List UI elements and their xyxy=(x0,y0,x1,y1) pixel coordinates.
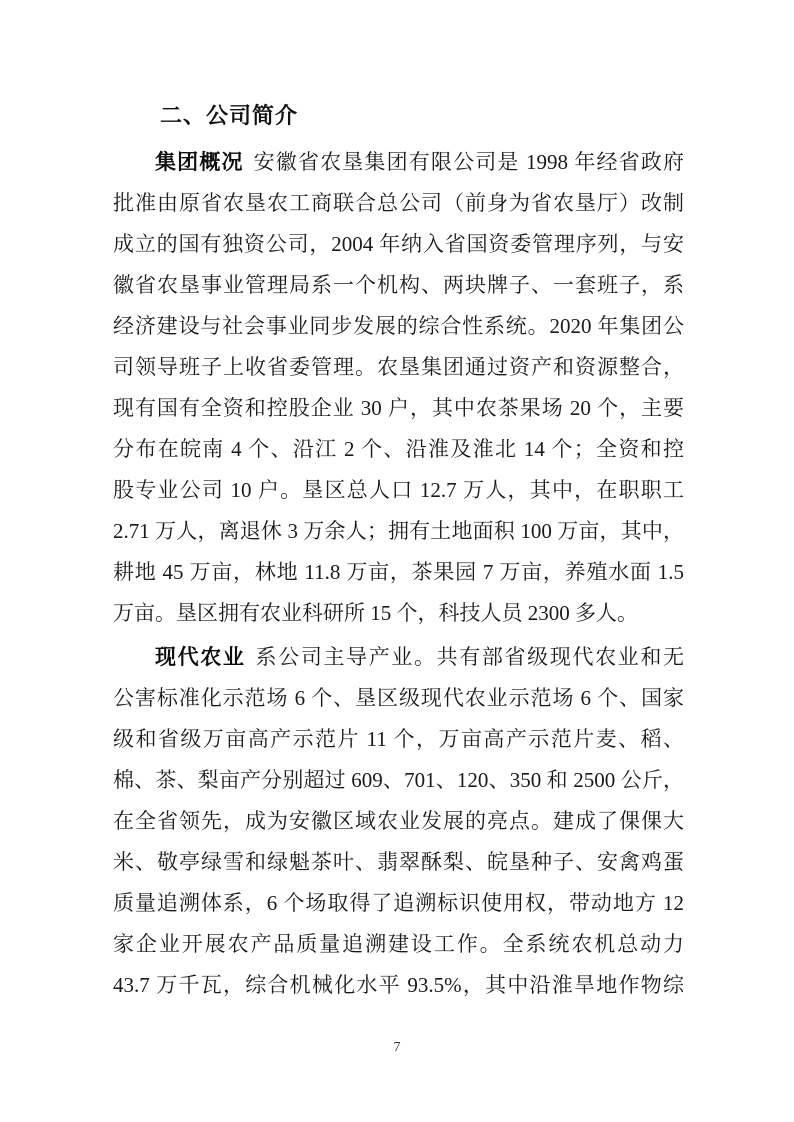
paragraph-line: 棉、茶、梨亩产分别超过 609、701、120、350 和 2500 公斤， xyxy=(113,768,684,792)
paragraph-line: 万亩。垦区拥有农业科研所 15 个，科技人员 2300 多人。 xyxy=(113,601,638,625)
paragraph-line: 级和省级万亩高产示范片 11 个，万亩高产示范片麦、稻、 xyxy=(113,727,684,751)
paragraph-line: 股专业公司 10 户。垦区总人口 12.7 万人，其中，在职职工 xyxy=(113,478,684,502)
run-in-heading: 现代农业 xyxy=(155,645,246,669)
paragraph-line: 司领导班子上收省委管理。农垦集团通过资产和资源整合， xyxy=(113,355,684,379)
paragraph-line: 经济建设与社会事业同步发展的综合性系统。2020 年集团公 xyxy=(113,314,684,338)
paragraph-line: 2.71 万人，离退休 3 万余人；拥有土地面积 100 万亩，其中， xyxy=(113,519,684,543)
section-heading: 二、公司简介 xyxy=(160,103,299,128)
paragraph-line: 耕地 45 万亩，林地 11.8 万亩，茶果园 7 万亩，养殖水面 1.5 xyxy=(113,560,684,584)
paragraph-line: 分布在皖南 4 个、沿江 2 个、沿淮及淮北 14 个；全资和控 xyxy=(113,437,684,461)
paragraph-group-overview xyxy=(113,142,684,634)
paragraph-line: 批准由原省农垦农工商联合总公司（前身为省农垦厅）改制 xyxy=(113,191,684,215)
page-content xyxy=(113,95,684,1006)
paragraph-line: 43.7 万千瓦，综合机械化水平 93.5%，其中沿淮旱地作物综 xyxy=(113,973,684,997)
paragraph-line: 家企业开展农产品质量追溯建设工作。全系统农机总动力 xyxy=(113,932,684,956)
paragraph-line xyxy=(113,142,684,183)
line-text: 系公司主导产业。共有部省级现代农业和无 xyxy=(255,645,684,669)
paragraph-line: 在全省领先，成为安徽区域农业发展的亮点。建成了倮倮大 xyxy=(113,809,684,833)
paragraph-line: 质量追溯体系，6 个场取得了追溯标识使用权，带动地方 12 xyxy=(113,891,684,915)
paragraph-line: 公害标准化示范场 6 个、垦区级现代农业示范场 6 个、国家 xyxy=(113,686,684,710)
paragraph-line: 现有国有全资和控股企业 30 户，其中农茶果场 20 个，主要 xyxy=(113,396,684,420)
line-text: 安徽省农垦集团有限公司是 1998 年经省政府 xyxy=(253,150,684,174)
paragraph-line: 成立的国有独资公司，2004 年纳入省国资委管理序列，与安 xyxy=(113,232,684,256)
paragraph-modern-agriculture xyxy=(113,637,684,1006)
paragraph-line: 徽省农垦事业管理局系一个机构、两块牌子、一套班子，系 xyxy=(113,273,684,297)
run-in-heading: 集团概况 xyxy=(155,150,244,174)
paragraph-line xyxy=(113,637,684,678)
page-number: 7 xyxy=(393,1040,401,1055)
paragraph-line: 米、敬亭绿雪和绿魁茶叶、翡翠酥梨、皖垦种子、安禽鸡蛋 xyxy=(113,850,684,874)
